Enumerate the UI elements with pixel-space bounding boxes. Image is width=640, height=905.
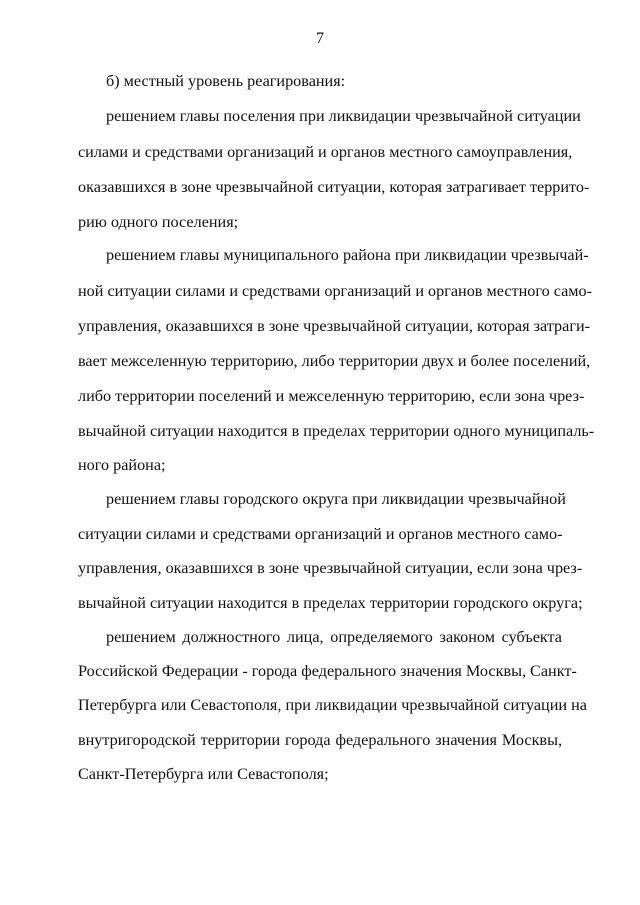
text-line: вычайной ситуации находится в пределах территории одного муниципаль- bbox=[78, 422, 595, 440]
text-line: вает межселенную территорию, либо территории двух и более поселений, bbox=[78, 352, 591, 370]
text-line: б) местный уровень реагирования: bbox=[106, 72, 346, 90]
text-line: ситуации силами и средствами организаций и органов местного само- bbox=[78, 525, 563, 543]
text-line: оказавшихся в зоне чрезвычайной ситуации, которая затрагивает террито- bbox=[78, 178, 590, 196]
text-line: внутригородской территории города федерального значения Москвы, bbox=[78, 731, 562, 749]
text-line: силами и средствами организаций и органов местного самоуправления, bbox=[78, 143, 573, 161]
text-line: решением должностного лица, определяемого законом субъекта bbox=[106, 628, 562, 646]
text-line: вычайной ситуации находится в пределах территории городского округа; bbox=[78, 594, 583, 612]
text-line: рию одного поселения; bbox=[78, 213, 239, 231]
text-line: решением главы муниципального района при ликвидации чрезвычай- bbox=[106, 246, 589, 264]
text-line: управления, оказавшихся в зоне чрезвычайной ситуации, если зона чрез- bbox=[78, 559, 583, 577]
text-line: либо территории поселений и межселенную территорию, если зона чрез- bbox=[78, 387, 585, 405]
text-line: решением главы поселения при ликвидации чрезвычайной ситуации bbox=[106, 107, 581, 125]
text-line: решением главы городского округа при ликвидации чрезвычайной bbox=[106, 490, 566, 508]
text-line: ного района; bbox=[78, 456, 166, 474]
page-number: 7 bbox=[316, 30, 324, 47]
text-line: Петербурга или Севастополя, при ликвидации чрезвычайной ситуации на bbox=[78, 696, 587, 714]
text-line: управления, оказавшихся в зоне чрезвычайной ситуации, которая затраги- bbox=[78, 317, 591, 335]
text-line: Российской Федерации - города федерального значения Москвы, Санкт- bbox=[78, 662, 577, 680]
text-line: ной ситуации силами и средствами организаций и органов местного само- bbox=[78, 282, 592, 300]
text-line: Санкт-Петербурга или Севастополя; bbox=[78, 765, 329, 783]
